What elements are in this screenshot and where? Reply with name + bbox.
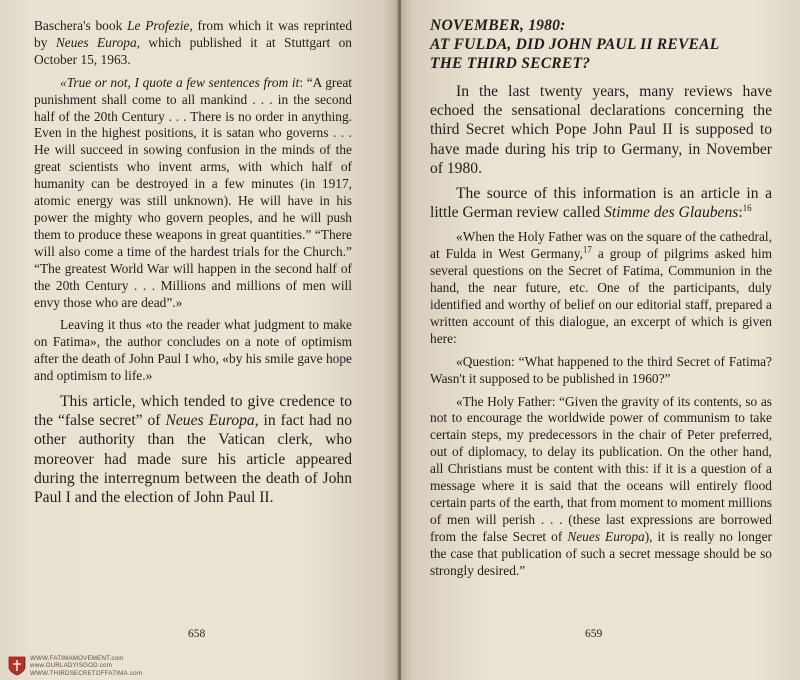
right-paragraph-2: The source of this information is an article in a little German review called Stimme des Glaubens:$^{16}$ xyxy=(430,185,772,222)
watermark-urls xyxy=(30,655,142,677)
page-number-left: 658 xyxy=(188,628,206,640)
right-paragraph-3: «When the Holy Father was on the square of the cathedral, at Fulda in West Germany,$^{17}$ a group of pilgrims asked him several questions on the Secret of Fatima, Communion in the hand, the near future, etc. One of the participants, duly identified and worthy of belief on our editorial staff, prepared a written account of this dialogue, an excerpt of which is given here: xyxy=(430,229,772,346)
footnote-17[interactable]: 17 xyxy=(582,244,592,255)
left-page xyxy=(0,0,399,680)
right-page xyxy=(401,0,800,680)
watermark-url-1: WWW.FATIMAMOVEMENT.com xyxy=(30,655,124,663)
left-paragraph-4: This article, which tended to give credence to the “false secret” of Neues Europa, in fact had no other authority than the Vatican clerk, who moreover had made sure his article appeared during the interregnum between the death of John Paul I and the election of John Paul II. xyxy=(34,393,352,507)
heading-line-1: NOVEMBER, 1980: xyxy=(430,17,566,34)
heading-line-2: AT FULDA, DID JOHN PAUL II REVEAL xyxy=(430,36,720,53)
watermark-url-3: WWW.THIRDSECRETOFFATIMA.com xyxy=(30,669,143,677)
watermark xyxy=(8,654,178,678)
left-page-text xyxy=(34,18,352,507)
watermark-url-2: www.OURLADYISGOD.com xyxy=(30,662,113,670)
right-paragraph-4: «Question: “What happened to the third Secret of Fatima? Wasn't it supposed to be published in 1960?” xyxy=(430,353,772,386)
right-paragraph-5: «The Holy Father: “Given the gravity of its contents, so as not to encourage the worldwide power of communism to take certain steps, my predecessors in the chair of Peter preferred, out of diplomacy, to delay its publication. On the other hand, all Christians must be content with this: if it is a question of a message where it is said that the oceans will entirely flood certain parts of the earth, that from moment to moment millions of men will perish . . . (these last expressions are borrowed from the false Secret of Neues Europa), it is really no longer the case that publication of such a secret message should be so strongly desired.” xyxy=(430,393,773,578)
page-number-right: 659 xyxy=(585,628,603,640)
shield-logo-icon xyxy=(8,656,26,676)
left-paragraph-2: «True or not, I quote a few sentences from it: “A great punishment shall come to all mankind . . . in the second half of the 20th Century . . . There is no order in anything. Even in the highest positions, it is satan who governs . . . He will succeed in sowing confusion in the minds of the great scientists who invent arms, with which half of humanity can be destroyed in a few minutes (in 1917, atomic energy was still unknown). He will have in his power the mighty who govern peoples, and he will push them to produce these weapons in great quantities.” “There will also come a time of the hardest trials for the Church.” “The greatest World War will happen in the second half of the 20th Century . . . Millions and millions of men will envy those who are dead”.» xyxy=(34,74,352,310)
right-paragraph-1: In the last twenty years, many reviews have echoed the sensational declarations concerning the third Secret which Pope John Paul II is supposed to have made during his trip to Germany, in November of 1980. xyxy=(430,83,772,177)
section-heading xyxy=(430,16,772,73)
footnote-16[interactable]: 16 xyxy=(742,203,752,214)
right-page-text xyxy=(430,16,772,580)
left-paragraph-1: Baschera's book Le Profezie, from which it was reprinted by Neues Europa, which published it at Stuttgart on October 15, 1963. xyxy=(34,18,353,67)
heading-line-3: THE THIRD SECRET? xyxy=(430,55,591,72)
left-paragraph-3: Leaving it thus «to the reader what judgment to make on Fatima», the author concludes on a note of optimism after the death of John Paul I who, «by his smile gave hope and optimism to life.» xyxy=(34,317,352,384)
